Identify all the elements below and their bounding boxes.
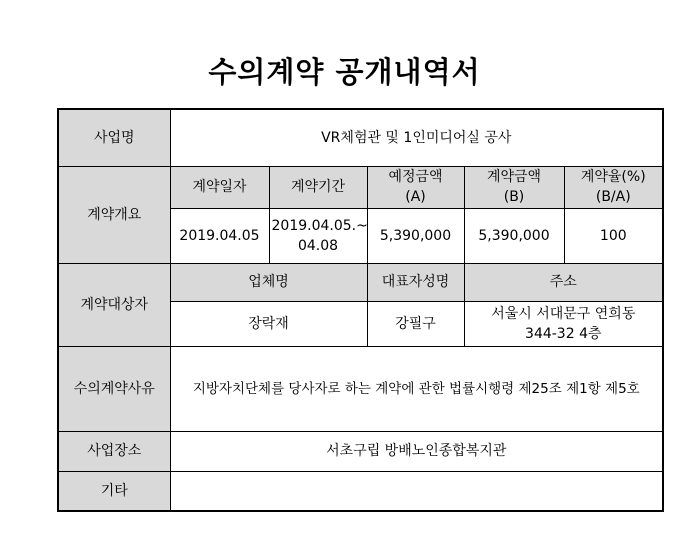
estimated-amount-header <box>367 166 464 208</box>
representative-value: 강필구 <box>367 301 464 346</box>
contract-amount-header-line1: 계약금액 <box>486 169 542 185</box>
location-value: 서초구립 방배노인종합복지관 <box>170 431 663 471</box>
contract-period-header: 계약기간 <box>269 166 367 208</box>
address-value <box>464 301 663 346</box>
location-label: 사업장소 <box>58 431 170 471</box>
contract-period-line2: 04.08 <box>297 237 339 254</box>
contract-date-header: 계약일자 <box>170 166 269 208</box>
contract-disclosure-table <box>57 108 664 512</box>
contract-rate-header-line1: 계약율(%) <box>580 169 646 185</box>
contractor-label: 계약대상자 <box>58 263 170 346</box>
estimated-amount-value: 5,390,000 <box>367 208 464 263</box>
contract-amount-header-line2: (B) <box>503 189 525 205</box>
etc-label: 기타 <box>58 471 170 511</box>
business-name-label: 사업명 <box>58 109 170 166</box>
contract-period-line1: 2019.04.05.~ <box>271 217 368 234</box>
representative-header: 대표자성명 <box>367 263 464 301</box>
estimated-amount-header-line2: (A) <box>405 189 426 205</box>
contract-overview-label: 계약개요 <box>58 166 170 263</box>
document-title: 수의계약 공개내역서 <box>208 55 481 89</box>
reason-value: 지방자치단체를 당사자로 하는 계약에 관한 법률시행령 제25조 제1항 제5호 <box>170 346 663 431</box>
company-name-header: 업체명 <box>170 263 367 301</box>
business-name-value: VR체험관 및 1인미디어실 공사 <box>170 109 663 166</box>
estimated-amount-header-line1: 예정금액 <box>388 169 443 185</box>
contract-rate-value: 100 <box>564 208 663 263</box>
company-name-value: 장락재 <box>170 301 367 346</box>
etc-value <box>170 471 663 511</box>
address-line1: 서울시 서대문구 연희동 <box>491 305 636 322</box>
contract-amount-value: 5,390,000 <box>464 208 564 263</box>
reason-label: 수의계약사유 <box>58 346 170 431</box>
address-line2: 344-32 4층 <box>525 325 602 342</box>
address-header: 주소 <box>464 263 663 301</box>
contract-period-value <box>269 208 367 263</box>
contract-rate-header <box>564 166 663 208</box>
contract-amount-header <box>464 166 564 208</box>
contract-rate-header-line2: (B/A) <box>595 189 631 205</box>
contract-date-value: 2019.04.05 <box>170 208 269 263</box>
